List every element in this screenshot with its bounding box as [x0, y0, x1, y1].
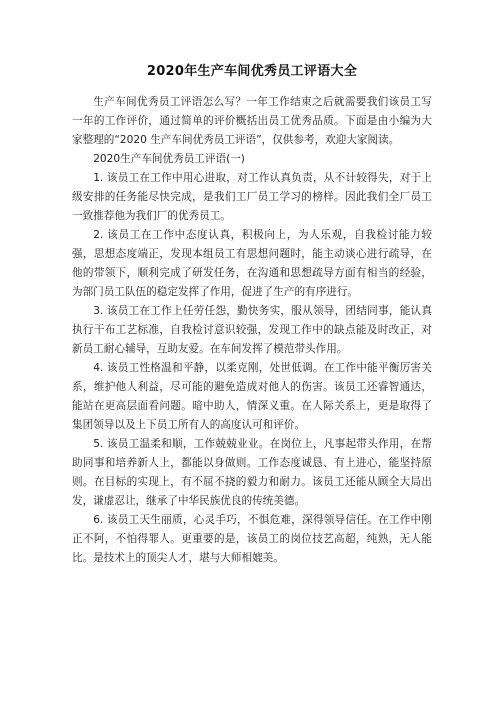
intro-paragraph: 生产车间优秀员工评语怎么写？一年工作结束之后就需要我们该员工写一年的工作评价，通过简单的评价概括出员工优秀品质。下面是由小编为大家整理的“2020 生产车间优秀员工评语”，仅供参考，欢迎大家阅读。 [72, 96, 432, 146]
section-heading: 2020生产车间优秀员工评语(一) [93, 153, 245, 165]
list-item: 3. 该员工在工作上任劳任怨，勤快务实，服从领导，团结同事，能认真执行干布工艺标准，自我检讨意识较强，发现工作中的缺点能及时改正，对新员工耐心辅导，互助友爱。在车间发挥了模范带头作用。 [72, 305, 432, 355]
document-title: 2020年生产车间优秀员工评语大全 [146, 64, 358, 79]
list-item: 5. 该员工温柔和顺，工作兢兢业业。在岗位上，凡事起带头作用，在帮助同事和培养新人上，都能以身做则。工作态度诚恳、有上进心，能坚持原则。在目标的实现上，有不屈不挠的毅力和耐力。该员工还能从顾全大局出发，谦虚忍让，继承了中华民族优良的传统美德。 [72, 438, 432, 507]
list-item: 1. 该员工在工作中用心进取，对工作认真负责，从不计较得失，对于上级安排的任务能尽快完成，是我们工厂员工学习的榜样。因此我们全厂员工一致推荐他为我们厂的优秀员工。 [72, 172, 432, 222]
list-item: 4. 该员工性格温和平静，以柔克刚，处世低调。在工作中能平衡厉害关系，维护他人利益，尽可能的避免造成对他人的伤害。该员工还睿智通达，能站在更高层面看问题。暗中助人，情深义重。在人际关系上，更是取得了集团领导以及上下员工所有人的高度认可和评价。 [72, 362, 432, 431]
list-item: 6. 该员工天生丽质，心灵手巧，不惧危难，深得领导信任。在工作中刚正不阿，不怕得罪人。更重要的是，该员工的岗位技艺高超，纯熟，无人能比。是技术上的顶尖人才，堪与大师相媲美。 [72, 514, 432, 564]
list-item: 2. 该员工在工作中态度认真，积极向上，为人乐观，自我检讨能力较强，思想态度端正，发现本组员工有思想问题时，能主动谈心进行疏导，在他的带领下，顺利完成了研发任务，在沟通和思想疏导方面有相当的经验，为部门员工队伍的稳定发挥了作用，促进了生产的有序进行。 [72, 229, 432, 298]
